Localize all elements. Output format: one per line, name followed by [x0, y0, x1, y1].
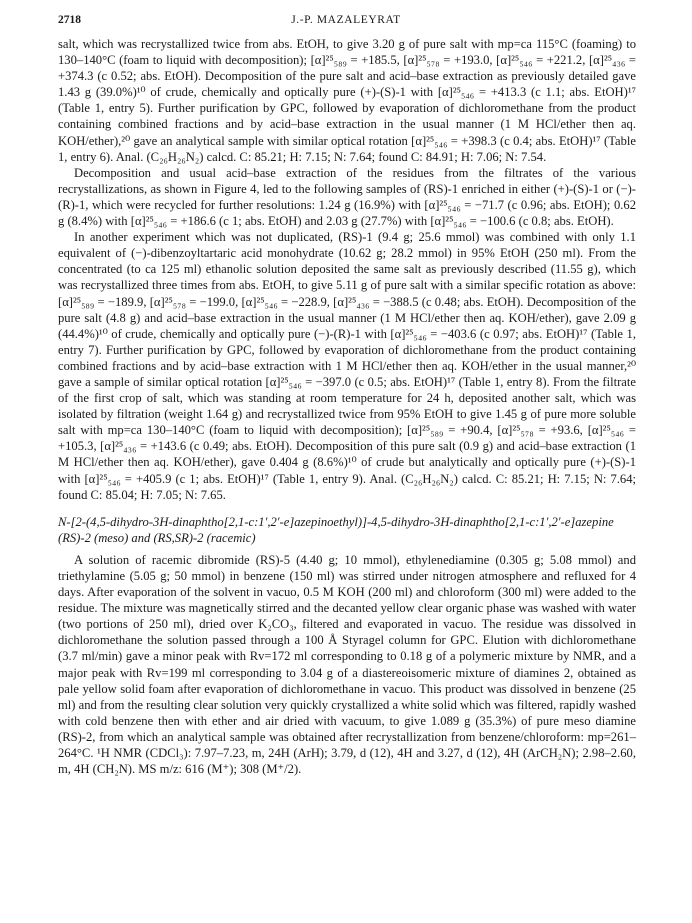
page-number: 2718: [58, 14, 81, 26]
running-title: J.-P. MAZALEYRAT: [291, 14, 401, 26]
paragraph-synthesis-2: A solution of racemic dibromide (RS)-5 (4.40 g; 10 mmol), ethylenediamine (0.305 g; 5.08 mmol) and triethylamine (5.05 g; 50 mmol) in benzene (150 ml) was stirred under nitrogen atmosphere and refluxed for 4 days. After evaporation of the solvent in vacuo, 0.5 M KOH (200 ml) and chloroform (300 ml) were added to the residue. The mixture was magnetically stirred and the decanted yellow clear organic phase was washed with water (two portions of 250 ml), dried over K₂CO₃, filtered and evaporated in vacuo. The residue was dissolved in dichloromethane the solution passed through a 100 Å Styragel column for GPC. Elution with dichloromethane (3.7 ml/min) gave a minor peak with Rv=172 ml corresponding to 0.18 g of a polymeric mixture by NMR, and a major peak with Rv=199 ml corresponding to 3.04 g of a diastereoisomeric mixture of diamines 2, obtained as pale yellow solid foam after evaporation of dichloromethane in vacuo. This product was dissolved in benzene (25 ml) and from the resulting clear solution very quickly crystallized a white solid which was filtered, rapidly washed with cold benzene then with ether and air dried with vacuum, to give 1.089 g (35.3%) of pure meso diamine (RS)-2, from which an analytical sample was obtained after recrystallization from benzene/chloroform: mp=261–264°C. ¹H NMR (CDCl₃): 7.97–7.23, m, 24H (ArH); 3.79, d (12), 4H and 3.27, d (12), 4H (ArCH₂N); 2.98–2.60, m, 4H (CH₂N). MS m/z: 616 (M⁺); 308 (M⁺/2).: [58, 552, 636, 777]
section-heading: N-[2-(4,5-dihydro-3H-dinaphtho[2,1-c:1′,2′-e]azepinoethyl)]-4,5-dihydro-3H-dinaphtho[2,1-c:1′,2′-e]azepine (RS)-2 (meso) and (RS,SR)-2 (racemic): [58, 514, 614, 545]
paragraph-continuation: salt, which was recrystallized twice from abs. EtOH, to give 3.20 g of pure salt with mp=ca 115°C (foaming) to 130–140°C (foam to liquid with decomposition); [α]²⁵₅₈₉ = +185.5, [α]²⁵₅₇₈ = +193.0, [α]²⁵₅₄₆ = +221.2, [α]²⁵₄₃₆ = +374.3 (c 0.52; abs. EtOH). Decomposition of the pure salt and acid–base extraction as previously detailed gave 1.43 g (39.0%)¹⁰ of crude, chemically and optically pure (+)-(S)-1 with [α]²⁵₅₄₆ = +413.3 (c 1.1; abs. EtOH)¹⁷ (Table 1, entry 5). Further purification by GPC, followed by evaporation of dichloromethane from the product containing combined fractions and by acid–base extraction in the usual manner (1 M HCl/ether then aq. KOH/ether),²⁰ gave an analytical sample with similar optical rotation [α]²⁵₅₄₆ = +398.3 (c 0.4; abs. EtOH)¹⁷ (Table 1, entry 6). Anal. (C₂₆H₂₆N₂) calcd. C: 85.21; H: 7.15; N: 7.64; found C: 84.91; H: 7.06; N: 7.54.: [58, 37, 636, 164]
paragraph-second-experiment: In another experiment which was not duplicated, (RS)-1 (9.4 g; 25.6 mmol) was combined with only 1.1 equivalent of (−)-dibenzoyltartaric acid monohydrate (10.62 g; 28.2 mmol) in 95% EtOH (250 ml). From the concentrated (to ca 125 ml) ethanolic solution deposited the same salt as previously described (11.55 g), which was recrystallized three times from abs. EtOH, to give 5.11 g of pure salt with a similar specific rotation as above: [α]²⁵₅₈₉ = −189.9, [α]²⁵₅₇₈ = −199.0, [α]²⁵₅₄₆ = −228.9, [α]²⁵₄₃₆ = −388.5 (c 0.48; abs. EtOH). Decomposition of the pure salt (4.8 g) and acid–base extraction in the usual manner (1 M HCl/ether then aq. KOH/ether), gave 2.09 g (44.4%)¹⁰ of crude, chemically and optically pure (−)-(R)-1 with [α]²⁵₅₄₆ = −403.6 (c 0.97; abs. EtOH)¹⁷ (Table 1, entry 7). Further purification by GPC, followed by evaporation of dichloromethane from the product containing combined fractions and by acid–base extraction with 1 M HCl/ether then aq. KOH/ether in the usual manner,²⁰ gave a sample of similar optical rotation [α]²⁵₅₄₆ = −397.0 (c 0.5; abs. EtOH)¹⁷ (Table 1, entry 8). From the filtrate of the first crop of salt, which was standing at room temperature for 24 h, deposited another salt, which was isolated by filtration (weight 1.64 g) and recrystallized twice from 95% EtOH to give 1.45 g of pure more soluble salt with mp=ca 130–140°C (foam to liquid with decomposition); [α]²⁵₅₈₉ = +90.4, [α]²⁵₅₇₈ = +93.6, [α]²⁵₅₄₆ = +105.3, [α]²⁵₄₃₆ = +143.6 (c 0.49; abs. EtOH). Decomposition of this pure salt (0.9 g) and acid–base extraction (1 M HCl/ether then aq. KOH/ether), gave 0.404 g (8.6%)¹⁰ of crude but analytically and optically pure (+)-(S)-1 with [α]²⁵₅₄₆ = +405.9 (c 1; abs. EtOH)¹⁷ (Table 1, entry 9). Anal. (C₂₆H₂₆N₂) calcd. C: 85.21; H: 7.15; N: 7.64; found C: 85.04; H: 7.05; N: 7.65.: [58, 230, 636, 502]
page-header: [58, 14, 634, 30]
paragraph-recycled-samples: Decomposition and usual acid–base extraction of the residues from the filtrates of the various recrystallizations, as shown in Figure 4, led to the following samples of (RS)-1 enriched in either (+)-(S)-1 or (−)-(R)-1, which were recycled for further resolutions: 1.24 g (16.9%) with [α]²⁵₅₄₆ = −71.7 (c 0.96; abs. EtOH); 0.62 g (8.4%) with [α]²⁵₅₄₆ = +186.6 (c 1; abs. EtOH) and 2.03 g (27.7%) with [α]²⁵₅₄₆ = −100.6 (c 0.8; abs. EtOH).: [58, 165, 636, 229]
article-body: [58, 36, 636, 777]
